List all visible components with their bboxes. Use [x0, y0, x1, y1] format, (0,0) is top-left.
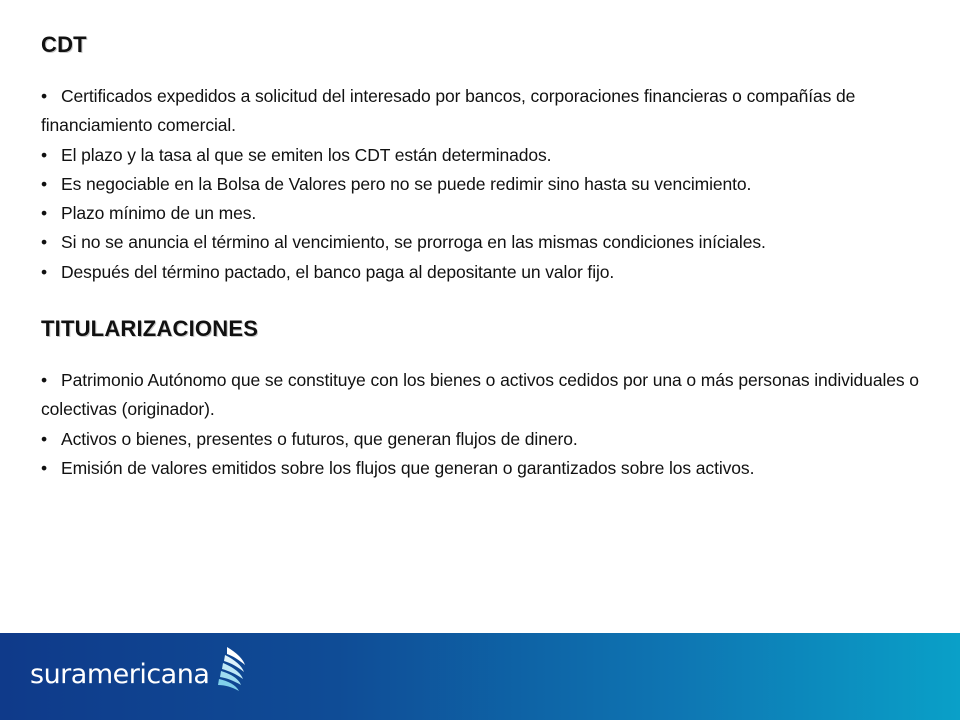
- bullet-dot-icon: •: [41, 86, 48, 106]
- swoosh-logo-icon: [213, 645, 255, 697]
- bullet-dot-icon: •: [41, 261, 48, 282]
- cdt-bullet-list: [41, 82, 921, 287]
- bullet-dot-icon: •: [41, 203, 48, 224]
- bullet-text: Patrimonio Autónomo que se constituye con los bienes o activos cedidos por una o más personas individuales o colectivas (originador).: [41, 370, 919, 420]
- list-item: [41, 199, 921, 228]
- bullet-text: Plazo mínimo de un mes.: [61, 203, 257, 224]
- list-item: [41, 228, 921, 257]
- bullet-text: Si no se anuncia el término al vencimiento, se prorroga en las mismas condiciones iníciales.: [61, 232, 766, 253]
- list-item: [41, 170, 921, 199]
- bullet-text: Activos o bienes, presentes o futuros, que generan flujos de dinero.: [61, 428, 578, 449]
- list-item: [41, 141, 921, 170]
- bullet-dot-icon: •: [41, 428, 48, 449]
- list-item: [41, 366, 921, 425]
- section-title-titularizaciones: TITULARIZACIONES: [41, 316, 259, 342]
- list-item: [41, 425, 921, 454]
- bullet-text: Después del término pactado, el banco paga al depositante un valor fijo.: [61, 261, 615, 282]
- bullet-text: Certificados expedidos a solicitud del interesado por bancos, corporaciones financieras o compañías de financiamiento comercial.: [41, 86, 856, 136]
- bullet-dot-icon: •: [41, 457, 48, 478]
- bullet-text: Emisión de valores emitidos sobre los flujos que generan o garantizados sobre los activos.: [61, 457, 755, 478]
- bullet-dot-icon: •: [41, 173, 48, 194]
- bullet-text: El plazo y la tasa al que se emiten los CDT están determinados.: [61, 144, 552, 165]
- bullet-dot-icon: •: [41, 144, 48, 165]
- bullet-text: Es negociable en la Bolsa de Valores pero no se puede redimir sino hasta su vencimiento.: [61, 173, 752, 194]
- bullet-dot-icon: •: [41, 370, 48, 391]
- section-title-cdt: CDT: [41, 32, 87, 57]
- bullet-dot-icon: •: [41, 232, 48, 253]
- slide-content: [41, 30, 921, 483]
- titularizaciones-bullet-list: [41, 366, 921, 483]
- brand-logo: [30, 651, 255, 697]
- list-item: [41, 82, 921, 141]
- list-item: [41, 454, 921, 483]
- list-item: [41, 258, 921, 287]
- brand-wordmark: suramericana: [30, 658, 210, 690]
